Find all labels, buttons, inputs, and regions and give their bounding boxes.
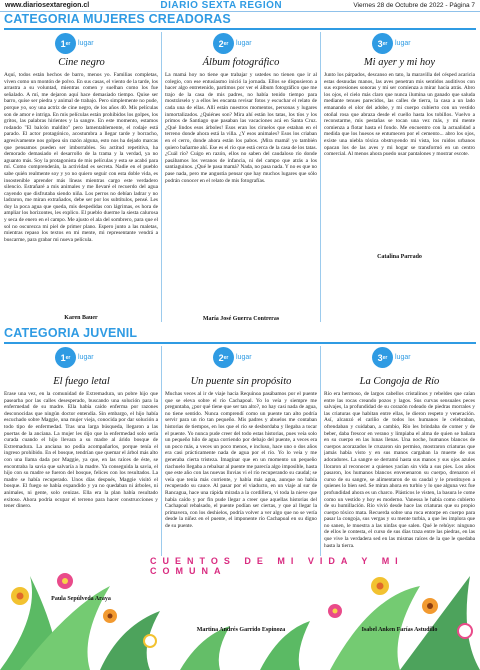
contest-banner: CUENTOS DE MI VIDA Y MI COMUNA	[150, 556, 404, 576]
column-divider	[161, 32, 162, 322]
story-body: Junto los párpados, descanso en tato, la maravilla del césped acaricia estas desnudas manos, las aves penetran mis sentidos auditivos con sus expresiones sonoras y mi ser comienza a mirar hacia atrás. Abro los ojos, el cielo más claro que nunca ilumina un ganado que saluda mediante tenues parecidos, las calles de tierra, la casa a un lado emanando el olor del adobe, y mi cuerpo cubierto con un vestido otoñal rosa que abraza desde el cuello hasta los tobillos. Vuelvo a reconstarme, mis pestañas se tocan una vez más, y mi mente comienza a flotar hasta el fondo. Me encuentro con la actualidad a medida que los huesos se entumecen por el cemento... abro los ojos, existe una niebla tóxica obstruyendo mi vista, los ruidos urbanos opacan los de las aves y mi hogar se transformó en un centro comercial. Al menos ahora puedo usar pantalones y mostrar escote.	[324, 72, 475, 158]
place-badge-first: 1 er lugar	[55, 33, 94, 54]
story-title: La Congoja de Río	[359, 376, 440, 387]
page-header	[0, 0, 480, 12]
section-title-mujeres: CATEGORIA MUJERES CREADORAS	[4, 12, 231, 26]
story-author: Martina Andrés Garrido Espinoza	[196, 627, 286, 633]
story-title: Cine negro	[58, 57, 105, 68]
story-title: Un puente sin propósito	[190, 376, 292, 387]
place-badge-circle: 3 er	[372, 33, 393, 54]
place-badge-second: 2 er lugar	[213, 33, 252, 54]
story-body: Érase una vez, en la comunidad de Extremadura, un pobre hijo que pasearba por las calles desesperado, buscando una solución para la enfermedad de su madre. Ella había caído enferma por razones desconocidas que ningún doctor entendía. Sin embargo, el hijo había escuchado sobre Maggie, una mujer vieja, conocida por dar solución a todo tipo de enfermedad. Tras una larga búsqueda, llegaron a las puertas de la anciana. La mujer les dijo que la enfermedad solo sería curada cuando el hijo llevara a su madre al árido bosque de Extremadura. La anciana no podía acompañarlos, porque tenía el ingreso prohibido. En el bosque, tendrían que quemar el árbol más alto con una llama dada por Maggie, ya que, en las raíces de éste, se encontraba la savia que salvaría a la madre. Ya conseguida la savia, el hijo con su madre se fueron del bosque, felices con los resultados. La madre se había recuperado. Unos días después, Maggie visitó el bosque. El fuego se había expandido y ya no quedaban ni árboles, ni animales, ni gente, solo cenizas. Ella era la plan había resultado exitoso. Ahora podría ocupar el terreno para hacer construcciones y tener dinero.	[4, 391, 158, 510]
place-badge-circle: 1 er	[55, 33, 76, 54]
place-badge-circle: 2 er	[213, 33, 234, 54]
section-rule	[4, 342, 476, 344]
column-divider	[161, 346, 162, 556]
place-badge-circle: 3 er	[372, 347, 393, 368]
place-badge-first: 1 er lugar	[55, 347, 94, 368]
story-body: Aquí, todos están hechos de barro, menos yo. Familias completas, viven como un montón de polvo. En sus casas, el viento de la tarde, los arrastra a su voluntad, mientras comen y suelhan como los fue señalado. A mí, me dejaron aquí hace demasiado tiempo. Quise ser barro, quise ser piedra y animal de trabajo. Pero simplemente no pude, porque yo, soy una actriz de cine negro, de los años 40. Mis películas son de amor e intriga. En mis películas están prohibidos los golpes, los gritos, las palabras hirientes y la sangre. En este momento, estamos rodando "El balcón maldito" pero lamentablemente, el rodaje está parado. El actor protagónico, acostumbra a llegar tarde y borracho, agresivamente nos golpea sin razón alguna, esto nos ha dejado marcas que pensamos pueden ser imborrables. Su actitud repetitiva, ha demorado demasiado el desarrollo de la trama y la verdad, ya no aguanto más. Soy la protagonista de mis películas y esta se acabó para mí. Como comprenderán, la actividad es secreta. Nadie en el pueblo sabe quién realmente soy y yo no quiero seguir con esta doble vida, es insostenible aprender más líneas mientras cargo este verdadero silencio. Estrañaré a mis animales y me llevaré el recuerdo del agua cayendo que disfrutaba siendo niña. Los perros no debían ladrar y no ladraron, me miran extrañados, debe ser por los subtítulos, pensé. Les doy la poca agua que queda, mis despedidas con lágrimas, es hora de ampliar los horizontes, les explico. El pueblo duerme la siesta calurosa y seca de enero en el campo. Me ajusto el ala del sombrero, para que el sol no oscurezca mi piel de primer plano. Espero junto a las maletas, mientras repaso los textos en mi mente, mi representante vendrá a buscarme, para grabar mi nueva película.	[4, 72, 158, 243]
section-title-juvenil: CATEGORIA JUVENIL	[4, 326, 138, 340]
story-body: Río era hermoso, de largos cabellos cristalinos y rebeldes que caían entre las rocas creando pozos y lagos. Sus curvas sensuales peces salvajes, la profundidad de su corazón rodeado de piedras morrales y las criaturas que habitan entre ellas, le dieron respeto y veneración. Así, alcanzó el cariño de todos los humanos le celebraban, ofrendaban y cuidaban, a cambio, Río les brindaba de comer y de beber, daba frescor en verano y limpiaba el alma de quien se bañara en su cuerpo en las lunas llenas. Una noche, humanos blancos de cuerpos acorazados le cruzaron sin permiso, mostraron criaturas que jamás había visto y en sus manos cargaban la muerte de sus adoradores. La sangre se derramó hasta sus manos y sus ojos azules lloraron al reconocer a quienes yacían sin vida a sus pies. Los años pasaron, los humanos blancos envenenaron su cuerpo, drenaron el curso de su sangre, se alimentaron de su caudal y le prostituyen a quienes lo bien sed. Se miran ahora en turbio y lo que alguna vez fue profundidad ahora es un charco. Plásticos le visten, la basura le come como un vestido y hoy es moderno. Vanessa le había como cubierto de su humillación. Río vivió desde hace las criaturas que su propio cuerpo tóxico mata. Recuerda sobre una roca entorpe en cuerpo para pasar la congoja, sus vergas y su mente turbia, a que les implora que no sanen, le muestra a las ninfas que salen. Qué le rehúye: ninguno de ellos le contesta, el curso de sus días traza entre las piedras, en las que vive la verdadera sed en las mismas raíces de la que le quedaba hasta la tierra.	[324, 391, 475, 549]
story-author: María José Guerra Contreras	[202, 316, 280, 322]
place-badge-third: 3 er lugar	[372, 347, 411, 368]
place-badge-circle: 2 er	[213, 347, 234, 368]
story-title: El fuego letal	[53, 376, 110, 387]
column-divider	[320, 32, 321, 322]
place-badge-circle: 1 er	[55, 347, 76, 368]
story-body: La mamá hoy no tiene que trabajar y ustedes no tienen que ir al colegio, con ese entusiasmo inició la jornada. Ellos se dispusieron a hacer algo entretenido, partimos por ver el álbum fotográfico que me trajo de la casa de mis padres, no había tenido tiempo para mostrárselo y a ellos les encanta revisar fotos y escuchar el relato de cada una de ellas. Allí están nuestros momentos, personas y lugares inmortalizados. ¿Quiénes son? Mira ahí están los tatas, los tíos y los primos de Santiago que pasaban las vacaciones acá en Santa Cruz. ¿Qué lindos esos árboles! Esos eran los ciruelos que estaban en el terreno donde ahora está la villa. ¿Y esos animales? Esos los criaban en el cerro, donde ahora están los pabos. ¡Mira mamá! yo también quiero bañarme ahí. Ese es el río que está cerca de la casa de los tatas. ¿Cuál río? Cuigo en razón, ellos no saben del caudaloso río donde pasábamos los veranos de infancia, ni del campo que atrás a los santiaguinos. ¿Qué le pasa mamá? Nada, no pasa nada. Y no es que no pase nada, pero me angustia pensar que hay muchos lugares que sólo podrán conocer en el relato de mis fotografías.	[165, 72, 317, 184]
place-badge-second: 2 er lugar	[213, 347, 252, 368]
story-author: Catalina Parrado	[377, 254, 422, 260]
site-url[interactable]: www.diariosextaregion.cl	[5, 2, 90, 9]
story-title: Álbum fotográfico	[202, 57, 280, 68]
flower-illustration	[0, 556, 480, 670]
story-body: Muchas veces al ir de viaje hacia Requínoa pasábamos por el puente que se eleva sobre el río Cachapoal. Yo lo veía y siempre me preguntaba, ¿por qué tiene que ser tan alto?, no hay casi nada de agua, no tiene sentido. Nunca comprendí como un puente tan alto podría servir para un río tan pequeño. Mis padres y abuelos me contaban historias de tiempos, en los que el río se desbordaba y llegaba a tocar el puente. Yo nunca pude creer del todo estas historias, pues veía solo un pequeño hilo de agua corriendo por debajo del puente, a veces era un poco más, a veces un poco menos, e incluso, hace uno o dos años era casi prácticamente nada de agua por el río. Yo lo veía y me generaba cierta tristeza. Imaginar que en un momento un pequeño riachuelo llegaba a rebalsar al puente me parecía algo imposible, hasta que este año con las nuevas lluvias vi el río recuperando su caudal; se veía que tenía más corriente, y había más agua, aunque no había recuperado su cauce. Al pasar por el viaducto, en un viaje al sur de Rancagua, hace una rápida mirada a la cordillera, vi toda la nieve que había caído y por fin pude llegar a creer que aquellas historias del Cachapoal rebalsado, el puente podían ser ciertas, y que al llegar la primavera, con los deshielos, podría volver a ver algo que no se vería desde la niñez en el puente, el imponente río Cachapoal en su digno de su puente.	[165, 391, 317, 529]
story-author: Karen Bauer	[64, 315, 98, 321]
story-author: Paula Sepúlveda Araya	[51, 596, 111, 602]
issue-date: Viernes 28 de Octubre de 2022 - Página 7	[353, 2, 475, 9]
newspaper-brand: DIARIO SEXTA REGIÓN	[160, 0, 283, 11]
story-author: Isabel Anken Farías Astudillo	[361, 627, 438, 633]
section-rule	[4, 28, 476, 30]
place-badge-third: 3 er lugar	[372, 33, 411, 54]
story-title: Mi ayer y mi hoy	[363, 57, 436, 68]
column-divider	[320, 346, 321, 556]
